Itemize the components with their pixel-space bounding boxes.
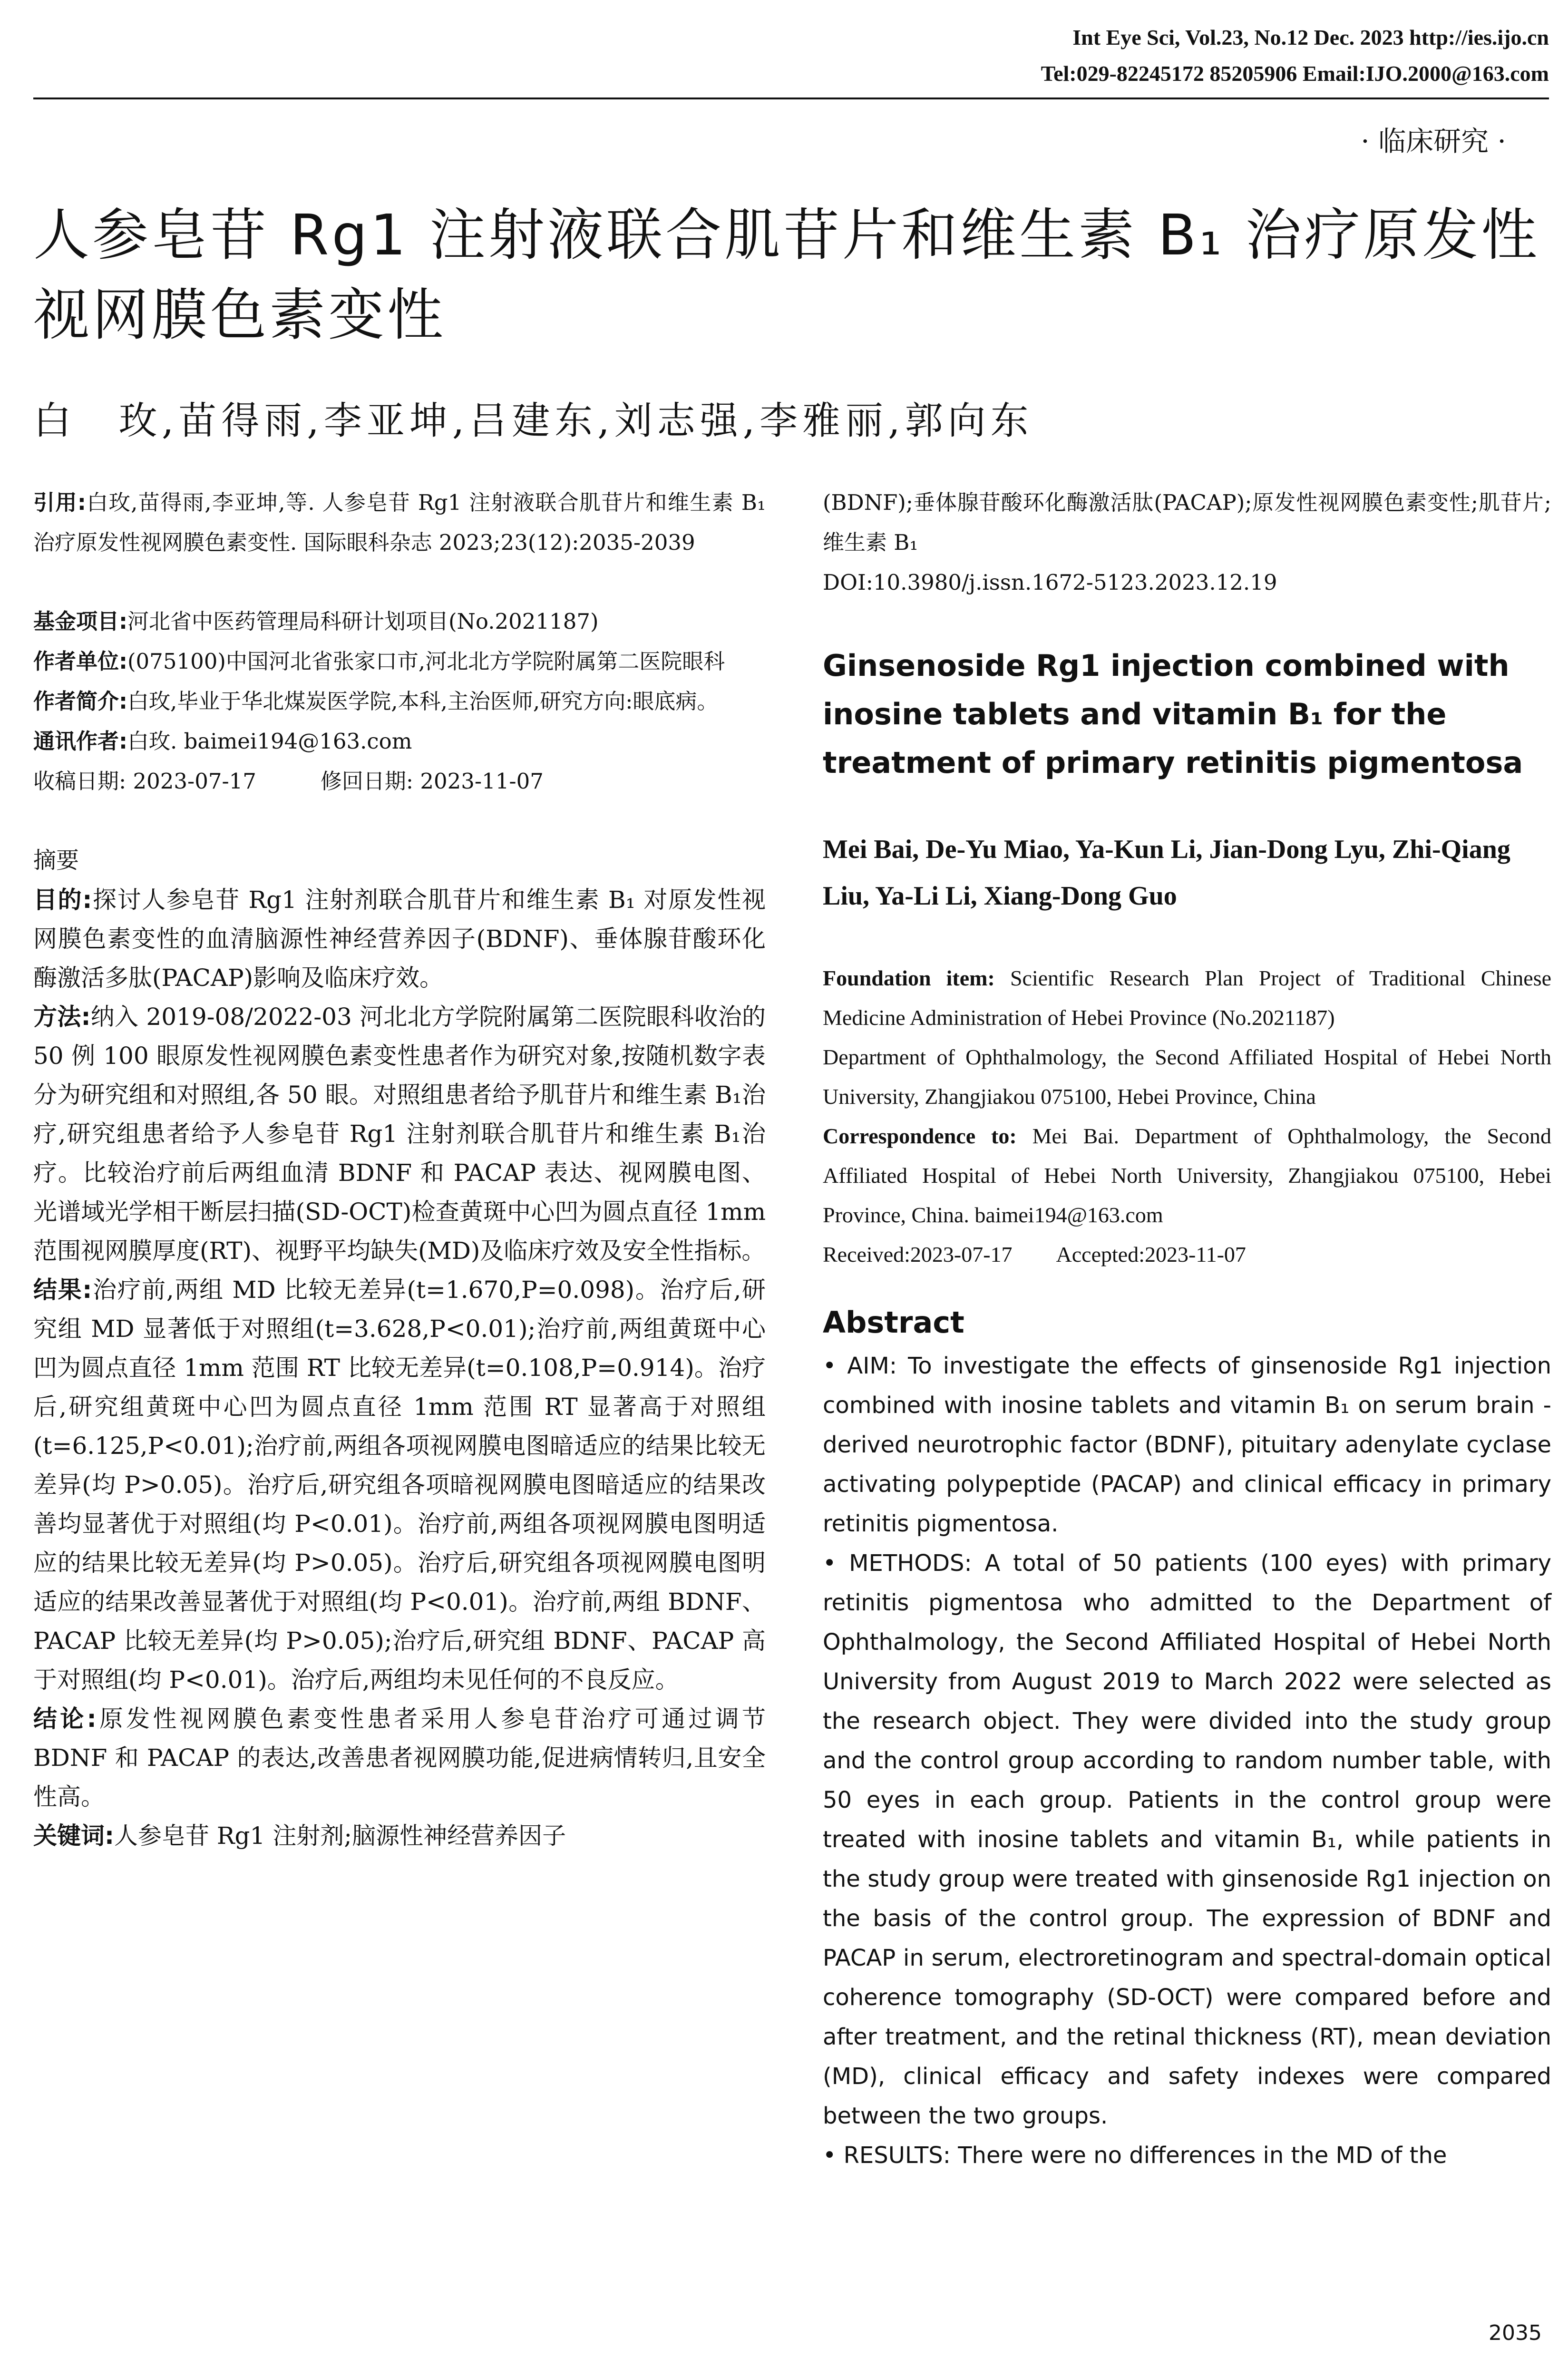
citation: 引用:白玫,苗得雨,李亚坤,等. 人参皂苷 Rg1 注射液联合肌苷片和维生素 B₁ 治疗原发性视网膜色素变性. 国际眼科杂志 2023;23(12):2035-2039 [33,490,766,555]
author-bio: 作者简介:白玫,毕业于华北煤炭医学院,本科,主治医师,研究方向:眼底病。 [33,689,719,714]
left-column [33,483,766,1855]
received-accepted: Received:2023-07-17 Accepted:2023-11-07 [823,1242,1246,1266]
keywords: 关键词:人参皂苷 Rg1 注射剂;脑源性神经营养因子 [33,1822,566,1850]
fund-item: 基金项目:河北省中医药管理局科研计划项目(No.2021187) [33,609,599,634]
english-authors: Mei Bai, De-Yu Miao, Ya-Kun Li, Jian-Dong Lyu, Zhi-Qiang Liu, Ya-Li Li, Xiang-Dong Guo [823,835,1510,911]
abstract-results: • RESULTS: There were no differences in the MD of the [823,2142,1447,2169]
abstract-method: 方法:纳入 2019-08/2022-03 河北北方学院附属第二医院眼科收治的 50 例 100 眼原发性视网膜色素变性患者作为研究对象,按随机数字表分为研究组和对照组,各 50 眼。对照组患者给予肌苷片和维生素 B₁治疗,研究组患者给予人参皂苷 Rg1 注射剂联合肌苷片和维生素 B₁治疗。比较治疗前后两组血清 BDNF 和 PACAP 表达、视网膜电图、光谱域光学相干断层扫描(SD-OCT)检查黄斑中心凹为圆点直径 1mm 范围视网膜厚度(RT)、视野平均缺失(MD)及临床疗效及安全性指标。 [33,1003,766,1265]
abstract-methods: • METHODS: A total of 50 patients (100 eyes) with primary retinitis pigmentosa who admitted to the Department of Ophthalmology, the Second Affiliated Hospital of Hebei North University from August 2019 to March 2022 were selected as the research object. They were divided into the study group and the control group according to random number table, with 50 eyes in each group. Patients in the control group were treated with inosine tablets and vitamin B₁, while patients in the study group were treated with ginsenoside Rg1 injection on the basis of the control group. The expression of BDNF and PACAP in serum, electroretinogram and spectral-domain optical coherence tomography (SD-OCT) were compared before and after treatment, and the retinal thickness (RT), mean deviation (MD), clinical efficacy and safety indexes were compared between the two groups. [823,1550,1551,2129]
abstract-aim: • AIM: To investigate the effects of ginsenoside Rg1 injection combined with inosine tablets and vitamin B₁ on serum brain - derived neurotrophic factor (BDNF), pituitary adenylate cyclase activating polypeptide (PACAP) and clinical efficacy in primary retinitis pigmentosa. [823,1353,1551,1537]
right-column [823,483,1551,2175]
doi: DOI:10.3980/j.issn.1672-5123.2023.12.19 [823,570,1277,595]
corresponding-author: 通讯作者:白玫. baimei194@163.com [33,729,412,754]
english-title: Ginsenoside Rg1 injection combined with inosine tablets and vitamin B₁ for the treatment of primary retinitis pigmentosa [823,648,1523,780]
abstract-conclusion: 结论:原发性视网膜色素变性患者采用人参皂苷治疗可通过调节 BDNF 和 PACAP 的表达,改善患者视网膜功能,促进病情转归,且安全性高。 [33,1705,766,1811]
journal-line: Int Eye Sci, Vol.23, No.12 Dec. 2023 http://ies.ijo.cn [1072,25,1549,49]
article-title: 人参皂苷 Rg1 注射液联合肌苷片和维生素 B₁ 治疗原发性视网膜色素变性 [33,202,1540,348]
author-unit: 作者单位:(075100)中国河北省张家口市,河北北方学院附属第二医院眼科 [33,649,725,674]
section-tag: · 临床研究 · [1361,125,1506,157]
correspondence: Correspondence to: Mei Bai. Department of Ophthalmology, the Second Affiliated Hospital of Hebei North University, Zhangjiakou 075100, Hebei Province, China. baimei194@163.com [823,1124,1552,1227]
author-list: 白 玫,苗得雨,李亚坤,吕建东,刘志强,李雅丽,郭向东 [33,399,1033,443]
abstract-heading-cn: 摘要 [33,847,79,874]
header-rule [33,97,1549,99]
contact-line: Tel:029-82245172 85205906 Email:IJO.2000@163.com [1041,61,1549,86]
keywords-continued: (BDNF);垂体腺苷酸环化酶激活肽(PACAP);原发性视网膜色素变性;肌苷片;维生素 B₁ [823,490,1551,555]
received-dates: 收稿日期: 2023-07-17 修回日期: 2023-11-07 [33,769,544,794]
abstract-purpose: 目的:探讨人参皂苷 Rg1 注射剂联合肌苷片和维生素 B₁ 对原发性视网膜色素变性的血清脑源性神经营养因子(BDNF)、垂体腺苷酸环化酶激活多肽(PACAP)影响及临床疗效。 [33,886,766,992]
abstract-heading-en: Abstract [823,1305,964,1340]
abstract-result: 结果:治疗前,两组 MD 比较无差异(t=1.670,P=0.098)。治疗后,研究组 MD 显著低于对照组(t=3.628,P<0.01);治疗前,两组黄斑中心凹为圆点直径 1mm 范围 RT 比较无差异(t=0.108,P=0.914)。治疗后,研究组黄斑中心凹为圆点直径 1mm 范围 RT 显著高于对照组(t=6.125,P<0.01);治疗前,两组各项视网膜电图暗适应的结果比较无差异(均 P>0.05)。治疗后,研究组各项暗视网膜电图暗适应的结果改善均显著优于对照组(均 P<0.01)。治疗前,两组各项视网膜电图明适应的结果比较无差异(均 P>0.05)。治疗后,研究组各项视网膜电图明适应的结果改善显著优于对照组(均 P<0.01)。治疗前,两组 BDNF、PACAP 比较无差异(均 P>0.05);治疗后,研究组 BDNF、PACAP 高于对照组(均 P<0.01)。治疗后,两组均未见任何的不良反应。 [33,1276,766,1694]
foundation-item: Foundation item: Scientific Research Plan Project of Traditional Chinese Medicine Administration of Hebei Province (No.2021187) [823,966,1552,1030]
department: Department of Ophthalmology, the Second Affiliated Hospital of Hebei North University, Zhangjiakou 075100, Hebei Province, China [823,1045,1551,1109]
page-number: 2035 [1489,2321,1542,2345]
